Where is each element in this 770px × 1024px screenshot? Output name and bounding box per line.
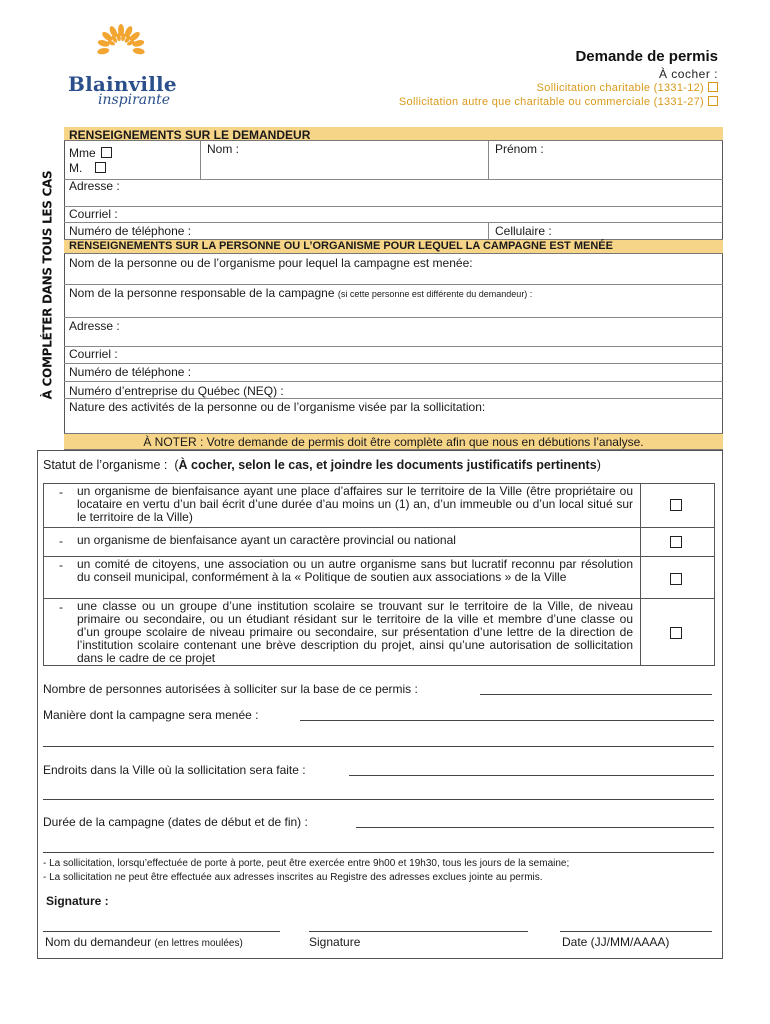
mme-checkbox[interactable] bbox=[101, 147, 112, 158]
divider bbox=[64, 317, 723, 318]
statut-option-1 bbox=[43, 485, 715, 527]
statut-label-text: Statut de l’organisme : bbox=[43, 458, 168, 472]
statut-option-4-text: une classe ou un groupe d’une institution scolaire se trouvant sur le territoire de la Ville, de niveau primaire ou secondaire, ou un étudiant résidant sur le territoire de la ville et membre d’une classe ou d’un groupe scolaire de niveau primaire ou secondaire, sur présentation d’une lettre de la direction de l’institution scolaire contenant une brève description du projet, ainsi qu’une autorisation de sollicitation dans le cadre de ce projet bbox=[77, 599, 633, 665]
statut-paren-open: ( bbox=[174, 458, 179, 472]
maniere-input[interactable] bbox=[300, 720, 714, 721]
bullet: - bbox=[59, 534, 63, 548]
divider bbox=[64, 363, 723, 364]
nombre-personnes-label: Nombre de personnes autorisées à solliciter sur la base de ce permis : bbox=[43, 682, 418, 696]
demandeur-telephone-field[interactable]: Numéro de téléphone : bbox=[69, 224, 192, 238]
statut-option-4-checkbox[interactable] bbox=[670, 627, 682, 639]
duree-input[interactable] bbox=[356, 827, 714, 828]
endroits-input[interactable] bbox=[349, 775, 714, 776]
duree-label: Durée de la campagne (dates de début et de fin) : bbox=[43, 815, 308, 829]
divider bbox=[64, 206, 723, 207]
nom-demandeur-note: (en lettres moulées) bbox=[154, 938, 243, 949]
statut-option-2-text: un organisme de bienfaisance ayant un caractère provincial ou national bbox=[77, 533, 456, 547]
mme-option[interactable] bbox=[69, 146, 112, 160]
statut-paren-close: ) bbox=[596, 458, 601, 472]
prenom-field[interactable]: Prénom : bbox=[495, 142, 544, 156]
statut-option-1-checkbox[interactable] bbox=[670, 499, 682, 511]
duree-input-line2[interactable] bbox=[43, 852, 714, 853]
divider bbox=[37, 450, 723, 451]
responsable-note: (si cette personne est différente du demandeur) : bbox=[337, 289, 533, 299]
logo-name: Blainville bbox=[68, 72, 177, 96]
date-input[interactable] bbox=[560, 931, 712, 932]
divider bbox=[488, 141, 489, 179]
responsable-field[interactable] bbox=[69, 286, 532, 300]
divider bbox=[488, 222, 489, 239]
statut-option-3-text: un comité de citoyens, une association ou un autre organisme sans but lucratif reconnu par résolution du conseil municipal, conformément à la « Politique de soutien aux associations » de la Ville bbox=[77, 557, 633, 584]
blainville-logo bbox=[58, 22, 208, 112]
divider bbox=[200, 141, 201, 179]
neq-field[interactable]: Numéro d’entreprise du Québec (NEQ) : bbox=[69, 384, 284, 398]
demandeur-adresse-field[interactable]: Adresse : bbox=[69, 179, 120, 193]
sun-icon bbox=[86, 22, 156, 74]
nom-field[interactable]: Nom : bbox=[207, 142, 240, 156]
divider bbox=[64, 346, 723, 347]
bullet: - bbox=[59, 485, 63, 499]
organisme-telephone-field[interactable]: Numéro de téléphone : bbox=[69, 365, 192, 379]
nom-organisme-field[interactable]: Nom de la personne ou de l’organisme pour lequel la campagne est menée: bbox=[69, 256, 473, 270]
signature-label: Signature bbox=[309, 935, 361, 949]
organisme-section-title: RENSEIGNEMENTS SUR LA PERSONNE OU L’ORGANISME POUR LEQUEL LA CAMPAGNE EST MENÉE bbox=[69, 240, 613, 252]
maniere-input-line2[interactable] bbox=[43, 746, 714, 747]
statut-option-3-checkbox[interactable] bbox=[670, 573, 682, 585]
nombre-personnes-input[interactable] bbox=[480, 694, 712, 695]
nom-demandeur-label bbox=[45, 935, 243, 949]
divider bbox=[43, 527, 715, 528]
statut-option-2-checkbox[interactable] bbox=[670, 536, 682, 548]
nom-demandeur-input[interactable] bbox=[43, 931, 280, 932]
option-commerciale-label: Sollicitation autre que charitable ou commerciale (1331-27) bbox=[398, 96, 704, 108]
statut-option-4 bbox=[43, 600, 715, 666]
option-charitable-checkbox[interactable] bbox=[708, 82, 718, 92]
nature-activites-field[interactable]: Nature des activités de la personne ou de l’organisme visée par la sollicitation: bbox=[69, 400, 486, 414]
logo-tagline: inspirante bbox=[98, 92, 171, 108]
bullet: - bbox=[59, 600, 63, 614]
divider bbox=[64, 284, 723, 285]
divider bbox=[64, 398, 723, 399]
statut-label bbox=[43, 458, 601, 472]
m-checkbox[interactable] bbox=[95, 162, 106, 173]
statut-option-3 bbox=[43, 558, 715, 598]
m-option[interactable] bbox=[69, 161, 106, 175]
responsable-label: Nom de la personne responsable de la campagne bbox=[69, 286, 335, 300]
nom-demandeur-text: Nom du demandeur bbox=[45, 935, 152, 949]
date-label: Date (JJ/MM/AAAA) bbox=[562, 935, 670, 949]
divider bbox=[64, 179, 723, 180]
signature-input[interactable] bbox=[309, 931, 528, 932]
option-commerciale[interactable] bbox=[399, 96, 718, 108]
bullet: - bbox=[59, 558, 63, 572]
cellulaire-field[interactable]: Cellulaire : bbox=[495, 224, 552, 238]
rule-registre: - La sollicitation ne peut être effectuée aux adresses inscrites au Registre des adresses exclues jointe au permis. bbox=[43, 872, 543, 883]
statut-instruction: À cocher, selon le cas, et joindre les documents justificatifs pertinents bbox=[178, 458, 597, 472]
option-commerciale-checkbox[interactable] bbox=[708, 96, 718, 106]
option-charitable-label: Sollicitation charitable (1331-12) bbox=[536, 82, 704, 94]
m-label: M. bbox=[69, 161, 83, 175]
demandeur-section-title: RENSEIGNEMENTS SUR LE DEMANDEUR bbox=[69, 128, 311, 142]
signature-title: Signature : bbox=[46, 894, 109, 908]
sidebar bbox=[37, 127, 65, 450]
note-text: À NOTER : Votre demande de permis doit être complète afin que nous en débutions l’analyse. bbox=[143, 435, 644, 449]
maniere-label: Manière dont la campagne sera menée : bbox=[43, 708, 259, 722]
rule-horaires: - La sollicitation, lorsqu’effectuée de porte à porte, peut être exercée entre 9h00 et 19h30, tous les jours de la semaine; bbox=[43, 858, 570, 869]
divider bbox=[64, 222, 723, 223]
statut-option-2 bbox=[43, 534, 715, 554]
option-charitable[interactable] bbox=[537, 82, 718, 94]
sidebar-label: À COMPLÉTER DANS TOUS LES CAS bbox=[40, 170, 55, 400]
endroits-label: Endroits dans la Ville où la sollicitation sera faite : bbox=[43, 763, 306, 777]
cocher-label: À cocher : bbox=[658, 67, 718, 81]
organisme-adresse-field[interactable]: Adresse : bbox=[69, 319, 120, 333]
endroits-input-line2[interactable] bbox=[43, 799, 714, 800]
divider bbox=[64, 381, 723, 382]
form-title: Demande de permis bbox=[575, 48, 718, 65]
demandeur-courriel-field[interactable]: Courriel : bbox=[69, 207, 118, 221]
organisme-courriel-field[interactable]: Courriel : bbox=[69, 347, 118, 361]
mme-label: Mme bbox=[69, 146, 96, 160]
statut-option-1-text: un organisme de bienfaisance ayant une place d’affaires sur le territoire de la Ville (être propriétaire ou locataire en vertu d’un bail écrit d’une durée d’au moins un (1) an, d’un immeuble ou d’un local situé sur le territoire de la Ville) bbox=[77, 484, 633, 524]
